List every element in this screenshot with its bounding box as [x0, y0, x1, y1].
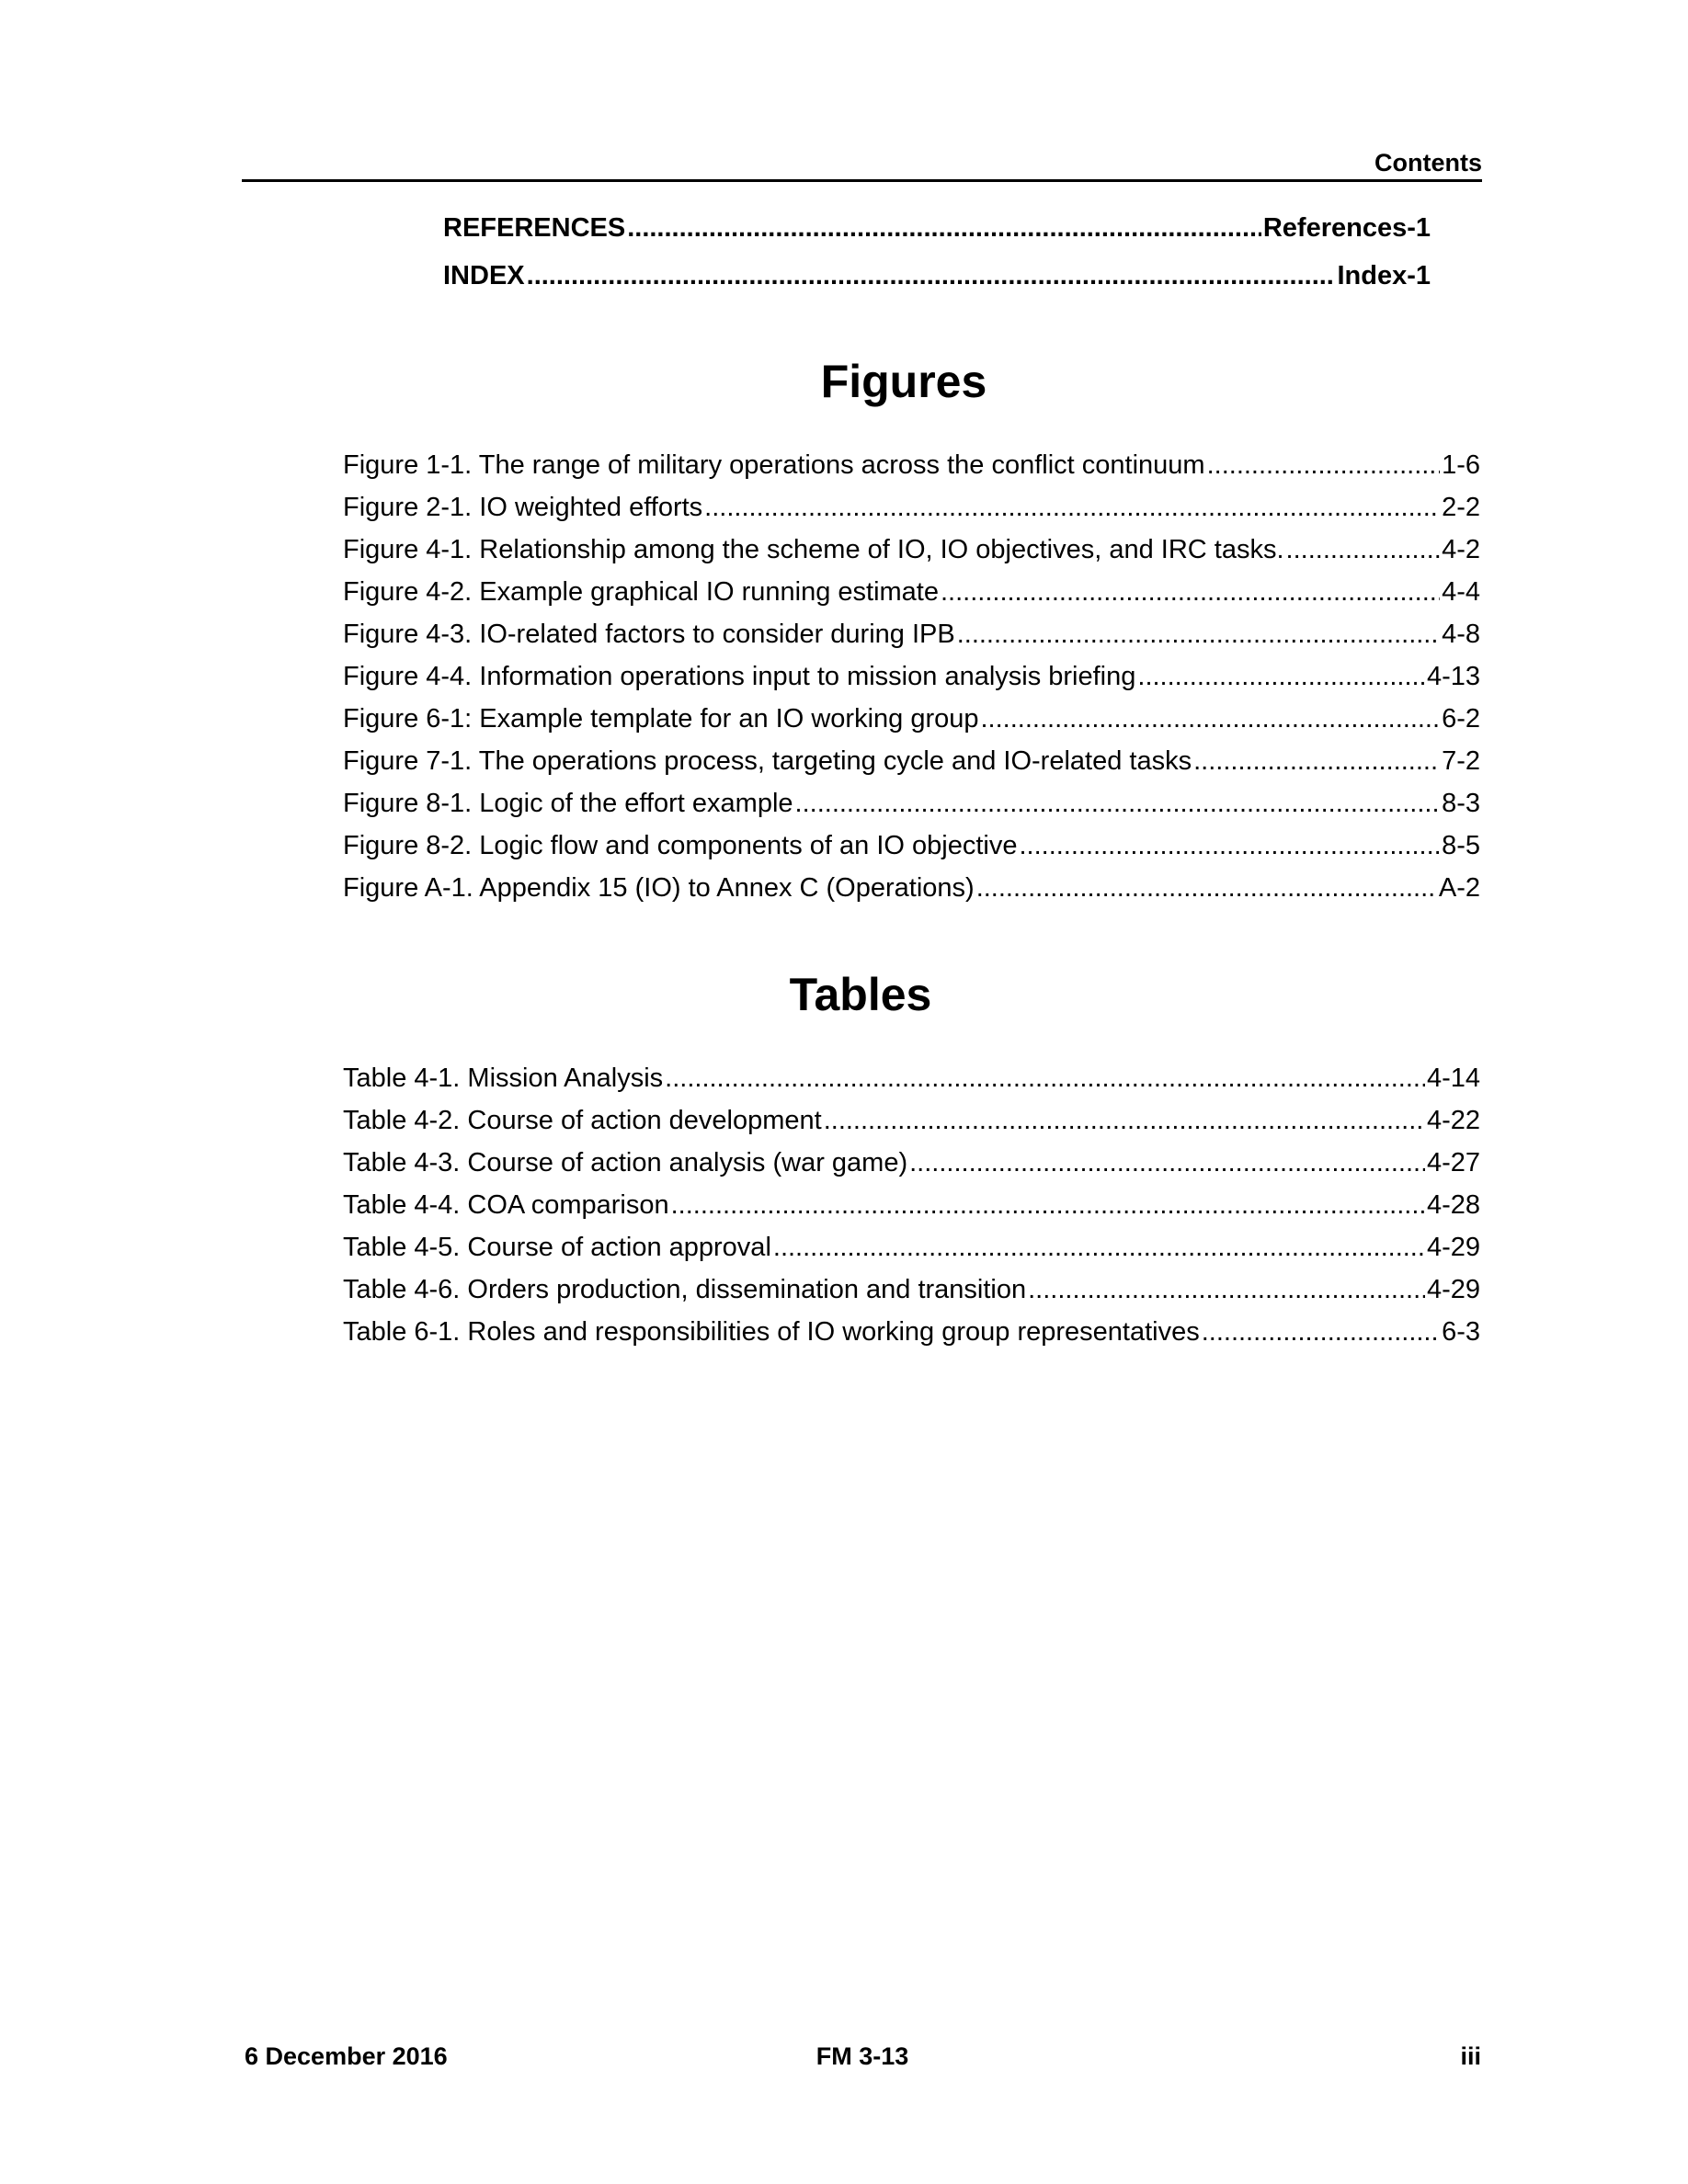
figure-entry[interactable] [343, 829, 1480, 862]
figure-entry[interactable] [343, 533, 1480, 566]
figure-entry-page: 1-6 [1442, 450, 1480, 480]
dot-leader [1286, 533, 1441, 566]
table-entry[interactable] [343, 1273, 1480, 1306]
figure-entry-label: Figure A-1. Appendix 15 (IO) to Annex C (Operations) [343, 873, 975, 903]
table-entry-label: Table 4-2. Course of action development [343, 1106, 822, 1135]
figure-entry-page: 4-4 [1442, 577, 1480, 607]
figure-entry-page: A-2 [1438, 873, 1480, 903]
dot-leader [665, 1062, 1425, 1095]
table-entry-page: 4-14 [1426, 1064, 1480, 1093]
figure-entry[interactable] [343, 702, 1480, 735]
dot-leader [941, 575, 1440, 609]
table-entry-page: 4-29 [1426, 1275, 1480, 1304]
figure-entry-page: 8-5 [1442, 831, 1480, 860]
footer-date: 6 December 2016 [245, 2042, 448, 2070]
figure-entry-label: Figure 6-1: Example template for an IO working group [343, 704, 979, 734]
table-entry[interactable] [343, 1189, 1480, 1222]
table-entry-page: 4-27 [1426, 1148, 1480, 1177]
table-entry-label: Table 4-5. Course of action approval [343, 1233, 771, 1262]
table-entry-label: Table 4-4. COA comparison [343, 1190, 669, 1220]
table-entry[interactable] [343, 1062, 1480, 1095]
table-entry[interactable] [343, 1146, 1480, 1179]
figure-entry-label: Figure 7-1. The operations process, targeting cycle and IO-related tasks [343, 746, 1192, 776]
table-entry[interactable] [343, 1315, 1480, 1348]
figure-entry-page: 4-8 [1442, 620, 1480, 649]
figure-entry-label: Figure 8-1. Logic of the effort example [343, 789, 793, 818]
dot-leader [795, 787, 1441, 820]
figure-entry-label: Figure 8-2. Logic flow and components of an IO objective [343, 831, 1018, 860]
figure-entry[interactable] [343, 787, 1480, 820]
figure-entry-label: Figure 4-1. Relationship among the scheme of IO, IO objectives, and IRC tasks. [343, 535, 1284, 564]
table-entry[interactable] [343, 1231, 1480, 1264]
table-entry-page: 6-3 [1442, 1317, 1480, 1347]
toc-entry-page: References-1 [1262, 213, 1431, 243]
dot-leader [1019, 829, 1440, 862]
dot-leader [981, 702, 1441, 735]
header-rule [242, 179, 1482, 182]
figure-entry-label: Figure 1-1. The range of military operations across the conflict continuum [343, 450, 1205, 480]
figure-entry-page: 8-3 [1442, 789, 1480, 818]
dot-leader [671, 1189, 1425, 1222]
figure-entry-label: Figure 4-2. Example graphical IO running estimate [343, 577, 939, 607]
figure-entry[interactable] [343, 660, 1480, 693]
figure-entry-page: 4-2 [1442, 535, 1480, 564]
figure-entry-page: 4-13 [1426, 662, 1480, 691]
table-entry-label: Table 4-1. Mission Analysis [343, 1064, 664, 1093]
table-entry-page: 4-28 [1426, 1190, 1480, 1220]
dot-leader [1207, 449, 1440, 482]
figure-entry-page: 7-2 [1442, 746, 1480, 776]
figures-heading: Figures [820, 356, 987, 407]
dot-leader [773, 1231, 1425, 1264]
toc-entry-page: Index-1 [1337, 261, 1431, 290]
figure-entry-label: Figure 4-4. Information operations input to mission analysis briefing [343, 662, 1136, 691]
dot-leader [527, 259, 1336, 292]
toc-entry-label: INDEX [443, 261, 525, 290]
figure-entry[interactable] [343, 745, 1480, 778]
dot-leader [1028, 1273, 1425, 1306]
footer-publication: FM 3-13 [815, 2042, 909, 2070]
dot-leader [976, 871, 1437, 904]
table-entry-label: Table 6-1. Roles and responsibilities of IO working group representatives [343, 1317, 1200, 1347]
dot-leader [957, 618, 1440, 651]
dot-leader [909, 1146, 1425, 1179]
tables-heading: Tables [789, 969, 932, 1020]
figure-entry-label: Figure 2-1. IO weighted efforts [343, 493, 703, 522]
table-entry-page: 4-29 [1426, 1233, 1480, 1262]
footer-page-number: iii [1460, 2042, 1481, 2070]
dot-leader [1202, 1315, 1440, 1348]
toc-entry-label: REFERENCES [443, 213, 626, 243]
figure-entry[interactable] [343, 449, 1480, 482]
dot-leader [1193, 745, 1440, 778]
dot-leader [824, 1104, 1425, 1137]
figure-entry[interactable] [343, 491, 1480, 524]
table-entry-label: Table 4-6. Orders production, dissemination and transition [343, 1275, 1027, 1304]
dot-leader [704, 491, 1440, 524]
figure-entry[interactable] [343, 575, 1480, 609]
toc-entry-references[interactable] [443, 211, 1431, 245]
figure-entry[interactable] [343, 618, 1480, 651]
table-entry-page: 4-22 [1426, 1106, 1480, 1135]
figure-entry[interactable] [343, 871, 1480, 904]
toc-entry-index[interactable] [443, 259, 1431, 292]
dot-leader [627, 211, 1261, 245]
figure-entry-page: 6-2 [1442, 704, 1480, 734]
figure-entry-page: 2-2 [1442, 493, 1480, 522]
figure-entry-label: Figure 4-3. IO-related factors to consider during IPB [343, 620, 955, 649]
table-entry[interactable] [343, 1104, 1480, 1137]
running-header: Contents [1374, 149, 1482, 176]
table-entry-label: Table 4-3. Course of action analysis (war game) [343, 1148, 908, 1177]
dot-leader [1137, 660, 1425, 693]
